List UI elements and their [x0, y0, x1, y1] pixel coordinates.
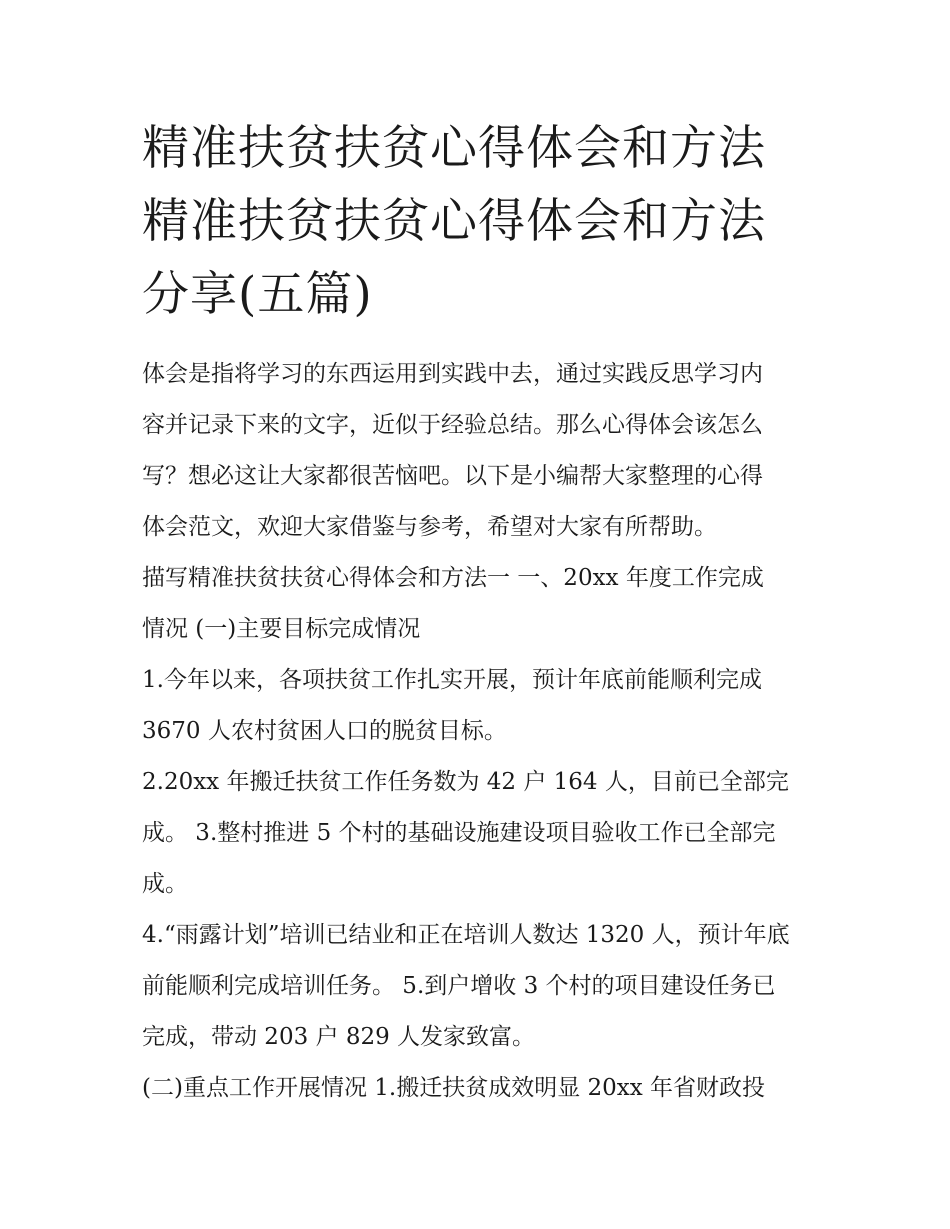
text-line: 容并记录下来的文字，近似于经验总结。那么心得体会该怎么: [142, 412, 763, 438]
text-line: 4.“雨露计划”培训已结业和正在培训人数达 1320 人，预计年底: [142, 922, 790, 948]
text-line: 成。 3.整村推进 5 个村的基础设施建设项目验收工作已全部完: [142, 820, 776, 846]
text-line: 完成，带动 203 户 829 人发家致富。: [142, 1024, 536, 1050]
text-line: 体会范文，欢迎大家借鉴与参考，希望对大家有所帮助。: [142, 514, 717, 540]
text-line: 3670 人农村贫困人口的脱贫目标。: [142, 718, 507, 744]
title-line: 精准扶贫扶贫心得体会和方法: [142, 194, 766, 249]
document-page: [142, 112, 822, 1114]
text-line: 1.今年以来，各项扶贫工作扎实开展，预计年底前能顺利完成: [142, 667, 762, 693]
text-line: 成。: [142, 871, 188, 897]
title-line: 精准扶贫扶贫心得体会和方法: [142, 121, 766, 176]
text-line: (二)重点工作开展情况 1.搬迁扶贫成效明显 20xx 年省财政投: [142, 1075, 766, 1101]
item-paragraph: [142, 757, 822, 910]
text-line: 写？想必这让大家都很苦恼吧。以下是小编帮大家整理的心得: [142, 463, 763, 489]
document-title: [142, 112, 822, 331]
item-paragraph: [142, 910, 822, 1063]
intro-paragraph: [142, 349, 822, 553]
title-line: 分享(五篇): [142, 267, 373, 322]
text-line: 描写精准扶贫扶贫心得体会和方法一 一、20xx 年度工作完成: [142, 565, 764, 591]
text-line: 体会是指将学习的东西运用到实践中去，通过实践反思学习内: [142, 361, 763, 387]
item-paragraph: [142, 1063, 822, 1114]
document-body: [142, 349, 822, 1114]
section-heading-paragraph: [142, 553, 822, 655]
text-line: 情况 (一)主要目标完成情况: [142, 616, 421, 642]
text-line: 前能顺利完成培训任务。 5.到户增收 3 个村的项目建设任务已: [142, 973, 776, 999]
text-line: 2.20xx 年搬迁扶贫工作任务数为 42 户 164 人，目前已全部完: [142, 769, 789, 795]
item-paragraph: [142, 655, 822, 757]
